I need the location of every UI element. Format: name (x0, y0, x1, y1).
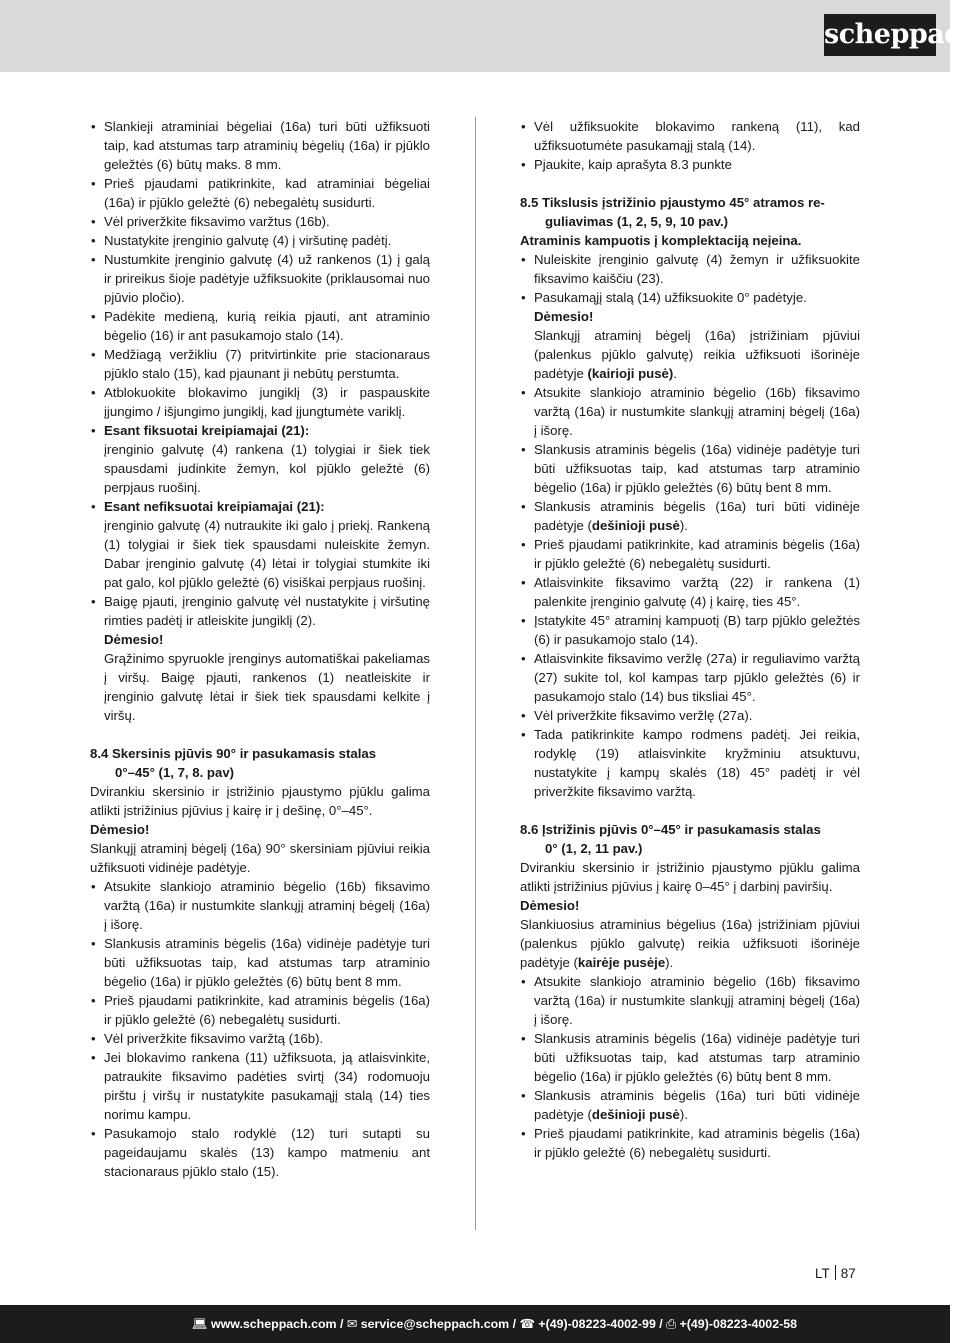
section-heading-8-5 (520, 193, 860, 231)
bullet-list-8-5a (520, 250, 860, 307)
email-link[interactable]: service@scheppach.com (360, 1317, 510, 1331)
unfixed-guide-title: Esant nefiksuotai kreipiamajai (21): (104, 499, 325, 514)
footer-contacts (192, 1305, 797, 1343)
list-item: • Prieš pjaudami patikrinkite, kad atraminiai bėgeliai (16a) ir pjūklo geležtė (6) nebegalėtų susidurti. (90, 174, 430, 212)
list-item-unfixed-guide (90, 497, 430, 592)
list-item (520, 1086, 860, 1124)
list-item: • Atsukite slankiojo atraminio bėgelio (16b) fiksavimo varžtą (16a) ir nustumkite slankųjį atraminį bėgelį (16a) į išorę. (90, 877, 430, 934)
footer-bar (0, 1305, 950, 1343)
website-link[interactable]: www.scheppach.com (211, 1317, 337, 1331)
list-item: • Atlaisvinkite fiksavimo varžtą (22) ir rankena (1) palenkite įrenginio galvutę (4) į kairę, ties 45°. (520, 573, 860, 611)
section-intro: Dvirankiu skersinio ir įstrižinio pjaustymo pjūklu galima atlikti įstrižinius pjūvius į kairę ir į dešinę, 0°–45°. (90, 784, 430, 818)
attention-label: Dėmesio! (534, 309, 594, 324)
attention-text-a: Slankiuosius atraminius bėgelius (16a) įstrižiniam pjūviui (palenkus pjūklo galvutę) reikia užfiksuoti išorinėje padėtyje ( (520, 917, 860, 970)
list-item: • Jei blokavimo rankena (11) užfiksuota, ją atlaisvinkite, patraukite fiksavimo padėties svirtį (34) rodomuoju pirštu į viršų ir nustatykite pasukamąjį stalą (14) ties norimu kampu. (90, 1048, 430, 1124)
attention-label: Dėmesio! (520, 898, 580, 913)
list-item: • Pasukamąjį stalą (14) užfiksuokite 0° padėtyje. (520, 288, 860, 307)
list-item: • Slankieji atraminiai bėgeliai (16a) turi būti užfiksuoti taip, kad atstumas tarp atraminių bėgelių (16a) ir pjūklo geležtės (6) būtų maks. 8 mm. (90, 117, 430, 174)
bullet-list-top (90, 117, 430, 630)
list-item: • Slankusis atraminis bėgelis (16a) vidinėje padėtyje turi būti užfiksuotas taip, kad atstumas tarp atraminio bėgelio (16a) ir pjūklo geležtės (6) būtų bent 8 mm. (520, 440, 860, 497)
attention-text-a: Slankųjį atraminį bėgelį (16a) įstrižiniam pjūviui (palenkus pjūklo galvutę) reikia užfiksuoti išorinėje padėtyje (534, 328, 860, 381)
spacer (90, 725, 430, 744)
fixed-guide-title: Esant fiksuotai kreipiamajai (21): (104, 423, 310, 438)
list-item: • Prieš pjaudami patikrinkite, kad atraminis bėgelis (16a) ir pjūklo geležtė (6) nebegalėtų susidurti. (520, 535, 860, 573)
list-item: • Slankusis atraminis bėgelis (16a) vidinėje padėtyje turi būti užfiksuotas taip, kad atstumas tarp atraminio bėgelio (16a) ir pjūklo geležtės (6) būtų bent 8 mm. (520, 1029, 860, 1086)
section-heading-8-6 (520, 820, 860, 858)
inner-pos-b: ). (679, 1107, 688, 1122)
list-item: • Padėkite medieną, kurią reikia pjauti, ant atraminio bėgelio (16) ir ant pasukamojo stalo (14). (90, 307, 430, 345)
list-item: • Vėl užfiksuokite blokavimo rankeną (11), kad užfiksuotumėte pasukamąjį stalą (14). (520, 117, 860, 155)
bullet-list-8-6 (520, 972, 860, 1162)
section-title: Įstrižinis pjūvis 0°–45° ir pasukamasis stalas (542, 822, 821, 837)
list-item: • Nustatykite įrenginio galvutę (4) į viršutinę padėtį. (90, 231, 430, 250)
attention-text (520, 326, 860, 383)
section-number: 8.4 (90, 746, 109, 761)
page-number (815, 1265, 856, 1283)
section-heading-8-4 (90, 744, 430, 782)
phone-icon: ☎︎ (519, 1317, 535, 1331)
page-number-divider (835, 1265, 836, 1280)
phone-number: +(49)-08223-4002-99 (538, 1317, 656, 1331)
list-item: • Medžiagą veržikliu (7) pritvirtinkite prie stacionaraus pjūklo stalo (15), kad pjaunant ji nebūtų perstumta. (90, 345, 430, 383)
attention-text-b: . (673, 366, 677, 381)
bullet-list-8-4 (90, 877, 430, 1181)
inner-pos-a: Slankusis atraminis bėgelis (16a) turi būti vidinėje padėtyje ( (534, 1088, 860, 1122)
attention-label: Dėmesio! (90, 822, 150, 837)
inner-pos-b: ). (679, 518, 688, 533)
inner-pos-a: Slankusis atraminis bėgelis (16a) turi būti vidinėje padėtyje ( (534, 499, 860, 533)
fixed-guide-text: įrenginio galvutę (4) rankena (1) tolygiai ir šiek tiek spausdami judinkite žemyn, kol pjūklo geležtė (6) perpjaus ruošinį. (104, 442, 430, 495)
list-item: • Atsukite slankiojo atraminio bėgelio (16b) fiksavimo varžtą (16a) ir nustumkite slankųjį atraminį bėgelį (16a) į išorę. (520, 972, 860, 1029)
attention-text: Grąžinimo spyruokle įrenginys automatiškai pakeliamas į viršų. Baigę pjauti, rankenos (1) neatleiskite ir įrenginio galvutę lėtai ir šiek tiek spausdami kelkite į viršų. (104, 651, 430, 723)
section-title: Tikslusis įstrižinio pjaustymo 45° atramos re- (542, 195, 825, 210)
mail-icon: ✉︎ (346, 1317, 358, 1331)
page-number-value: 87 (840, 1266, 856, 1281)
attention-text (520, 915, 860, 972)
list-item: • Vėl priveržkite fiksavimo veržlę (27a). (520, 706, 860, 725)
spacer (520, 801, 860, 820)
attention-emphasis: kairėje pusėje (577, 955, 666, 970)
attention-text-b: ). (665, 955, 674, 970)
footer-separator: / (655, 1317, 667, 1331)
section-title: Skersinis pjūvis 90° ir pasukamasis stalas (112, 746, 377, 761)
list-item: • Pasukamojo stalo rodyklė (12) turi sutapti su pageidaujamu skalės (13) kampo matmeniu ant stacionaraus pjūklo stalo (15). (90, 1124, 430, 1181)
footer-separator: / (336, 1317, 347, 1331)
fax-number: +(49)-08223-4002-58 (679, 1317, 797, 1331)
attention-emphasis: (kairioji pusė) (587, 366, 674, 381)
section-title-cont: 0°–45° (1, 7, 8. pav) (115, 765, 235, 780)
list-item (520, 497, 860, 535)
list-item: • Slankusis atraminis bėgelis (16a) vidinėje padėtyje turi būti užfiksuotas taip, kad atstumas tarp atraminio bėgelio (16a) ir pjūklo geležtės (6) būtų bent 8 mm. (90, 934, 430, 991)
computer-icon: 💻︎ (191, 1317, 208, 1331)
right-column (520, 117, 860, 1162)
list-item: • Vėl priveržkite fiksavimo varžtus (16b). (90, 212, 430, 231)
section-title-cont: guliavimas (1, 2, 5, 9, 10 pav.) (545, 214, 729, 229)
list-item: • Atsukite slankiojo atraminio bėgelio (16b) fiksavimo varžtą (16a) ir nustumkite slankųjį atraminį bėgelį (16a) į išorę. (520, 383, 860, 440)
list-item: • Įstatykite 45° atraminį kampuotį (B) tarp pjūklo geležtės (6) ir pasukamojo stalo (14). (520, 611, 860, 649)
list-item: • Nustumkite įrenginio galvutę (4) už rankenos (1) į galą ir prireikus šioje padėtyje užfiksuokite (priklausomai nuo pjūvio pločio). (90, 250, 430, 307)
list-item: • Tada patikrinkite kampo rodmens padėtį. Jei reikia, rodyklę (19) atlaisvinkite kryžminiu atsuktuvu, nustatykite į kampų skalės (18) 45° padėtį ir vėl priveržkite fiksavimo varžtą. (520, 725, 860, 801)
spacer (520, 174, 860, 193)
list-item: • Atblokuokite blokavimo jungiklį (3) ir paspauskite įjungimo / išjungimo jungiklį, kad įjungtumėte variklį. (90, 383, 430, 421)
bullet-list-8-5b (520, 383, 860, 801)
inner-pos-emphasis: dešinioji pusė (591, 518, 680, 533)
section-number: 8.5 (520, 195, 539, 210)
list-item: • Prieš pjaudami patikrinkite, kad atraminis bėgelis (16a) ir pjūklo geležtė (6) nebegalėtų susidurti. (520, 1124, 860, 1162)
list-item: • Atlaisvinkite fiksavimo veržlę (27a) ir reguliavimo varžtą (27) sukite tol, kol kampas tarp pjūklo geležtės (6) ir pasukamojo stalo (14) bus tiksliai 45°. (520, 649, 860, 706)
list-item: • Nuleiskite įrenginio galvutę (4) žemyn ir užfiksuokite fiksavimo kaiščiu (23). (520, 250, 860, 288)
section-number: 8.6 (520, 822, 539, 837)
list-item: • Pjaukite, kaip aprašyta 8.3 punkte (520, 155, 860, 174)
footer-separator: / (509, 1317, 520, 1331)
section-intro: Dvirankiu skersinio ir įstrižinio pjaustymo pjūklu galima atlikti įstrižinius pjūvius į kairę 0–45° į darbinį paviršių. (520, 860, 860, 894)
section-note: Atraminis kampuotis į komplektaciją neįeina. (520, 233, 802, 248)
section-title-cont: 0° (1, 2, 11 pav.) (545, 841, 643, 856)
bullet-list-top (520, 117, 860, 174)
column-divider (475, 117, 476, 1230)
attention-label: Dėmesio! (104, 632, 164, 647)
attention-text: Slankųjį atraminį bėgelį (16a) 90° skersiniam pjūviui reikia užfiksuoti vidinėje padėtyje. (90, 841, 430, 875)
unfixed-guide-text: įrenginio galvutę (4) nutraukite iki galo į priekį. Rankeną (1) tolygiai ir šiek tiek spausdami nuleiskite žemyn. Dabar įrenginio galvutę (4) lėtai ir tolygiai stumkite iki pat galo, kol pjūklo geležtė (6) visiškai perpjaus ruošinį. (104, 518, 430, 590)
inner-pos-emphasis: dešinioji pusė (591, 1107, 680, 1122)
list-item: • Prieš pjaudami patikrinkite, kad atraminis bėgelis (16a) ir pjūklo geležtė (6) nebegalėtų susidurti. (90, 991, 430, 1029)
header-bar (0, 0, 979, 72)
language-code: LT (815, 1266, 830, 1281)
fax-icon: ⎙ (666, 1317, 677, 1331)
left-column (90, 117, 430, 1181)
list-item: • Vėl priveržkite fiksavimo varžtą (16b). (90, 1029, 430, 1048)
scheppach-logo: scheppach (824, 14, 936, 56)
list-item-fixed-guide (90, 421, 430, 497)
list-item: • Baigę pjauti, įrenginio galvutę vėl nustatykite į viršutinę rimties padėtį ir atleiskite jungiklį (2). (90, 592, 430, 630)
